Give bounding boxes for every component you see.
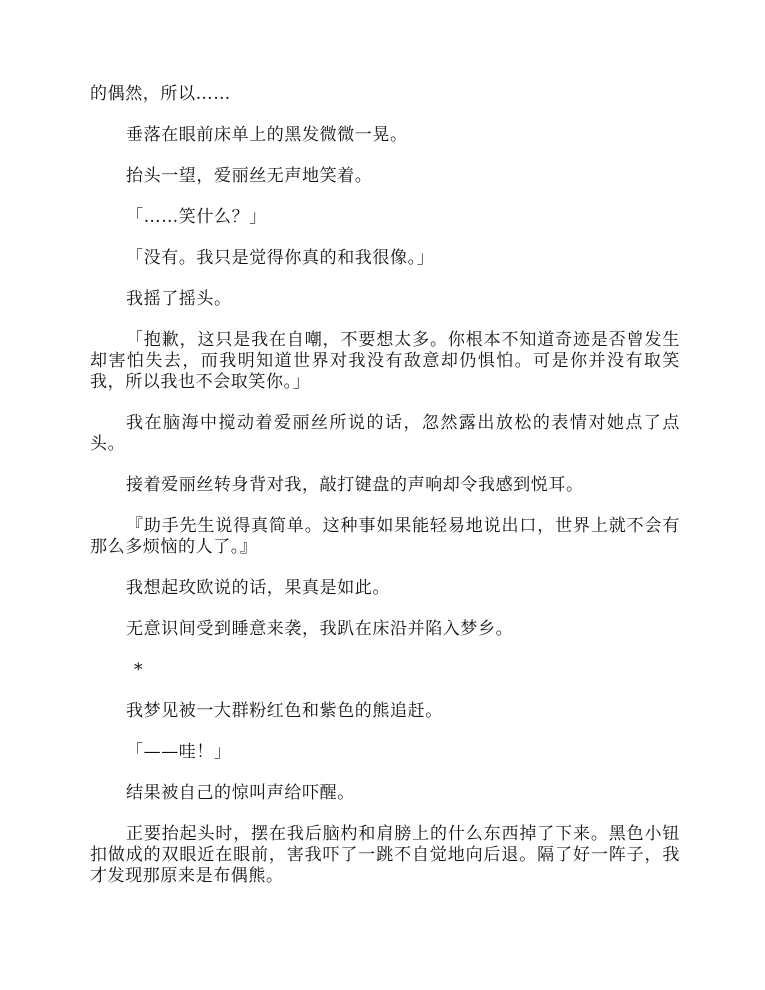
dialogue-paragraph: 「——哇！」 <box>126 742 232 762</box>
scene-separator: * <box>134 660 144 680</box>
paragraph: 无意识间受到睡意来袭，我趴在床沿并陷入梦乡。 <box>126 619 514 639</box>
dialogue-paragraph: 「没有。我只是觉得你真的和我很像。」 <box>126 248 435 268</box>
dialogue-paragraph: 「……笑什么？」 <box>126 207 267 227</box>
dialogue-paragraph: 『助手先生说得真简单。这种事如果能轻易地说出口，世界上就不会有那么多烦恼的人了。』 <box>90 516 680 557</box>
paragraph: 结果被自己的惊叫声给吓醒。 <box>126 783 355 803</box>
document-page <box>90 84 680 907</box>
paragraph: 我梦见被一大群粉红色和紫色的熊追赶。 <box>126 701 443 721</box>
paragraph: 我在脑海中搅动着爱丽丝所说的话，忽然露出放松的表情对她点了点头。 <box>90 413 680 454</box>
dialogue-paragraph: 「抱歉，这只是我在自嘲，不要想太多。你根本不知道奇迹是否曾发生却害怕失去，而我明知道世界对我没有敌意却仍惧怕。可是你并没有取笑我，所以我也不会取笑你。」 <box>90 330 680 392</box>
paragraph: 垂落在眼前床单上的黑发微微一晃。 <box>126 125 408 145</box>
paragraph: 我想起玫欧说的话，果真是如此。 <box>126 578 390 598</box>
paragraph: 正要抬起头时，摆在我后脑杓和肩膀上的什么东西掉了下来。黑色小钮扣做成的双眼近在眼前，害我吓了一跳不自觉地向后退。隔了好一阵子，我才发现那原来是布偶熊。 <box>90 824 680 886</box>
paragraph-continuation: 的偶然，所以…… <box>90 84 231 104</box>
paragraph: 我摇了摇头。 <box>126 289 232 309</box>
paragraph: 抬头一望，爱丽丝无声地笑着。 <box>126 166 373 186</box>
paragraph: 接着爱丽丝转身背对我，敲打键盘的声响却令我感到悦耳。 <box>126 475 584 495</box>
